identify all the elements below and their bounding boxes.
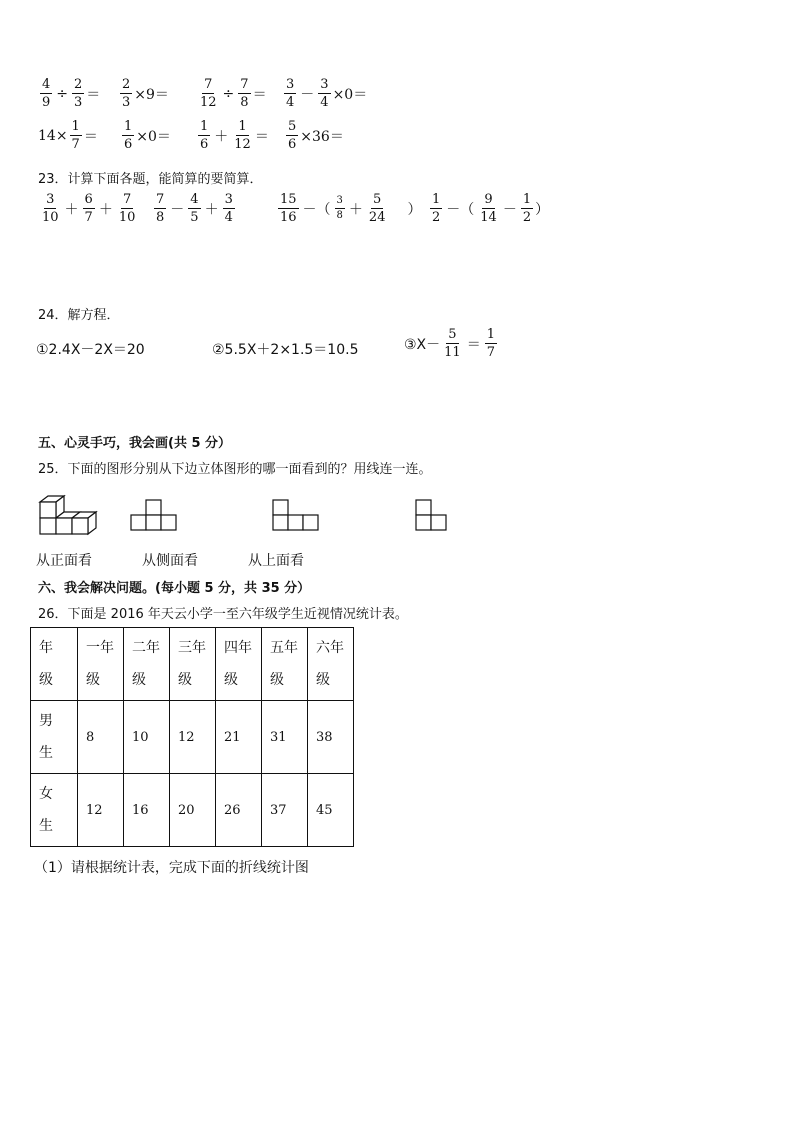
equals: ＝ (86, 86, 101, 103)
grade-cell: 二年 级 (124, 628, 170, 701)
girls-label-cell: 女 生 (31, 774, 78, 847)
q24-eq-3: ③X－ $\frac{5}{11}$ ＝ $\frac{1}{7}$ (404, 327, 495, 360)
q24-eq-2: ②5.5X＋2×1.5＝10.5 (212, 342, 359, 358)
calc-row-2-item-3: $\frac{1}{6}$ ＋ $\frac{1}{12}$ ＝ (200, 119, 269, 152)
calc-row-2-item-1: 14× $\frac{1}{7}$ ＝ (38, 119, 98, 152)
table-row-girls (31, 774, 354, 847)
view-figure-b (273, 500, 318, 530)
grade-cell: 一年 级 (78, 628, 124, 701)
boys-value-cell: 8 (78, 701, 124, 774)
calc-row-1-item-3: $\frac{7}{12}$ ÷ $\frac{7}{8}$ ＝ (200, 77, 267, 110)
view-front-label: 从正面看 (36, 553, 92, 569)
boys-value-cell: 38 (308, 701, 354, 774)
calc-row-1-item-2: $\frac{2}{3}$ ×9＝ (122, 77, 169, 110)
q24-title: 24．解方程． (38, 308, 120, 323)
grade-cell: 三年 级 (170, 628, 216, 701)
girls-value-cell: 45 (308, 774, 354, 847)
boys-value-cell: 10 (124, 701, 170, 774)
grade-cell: 四年 级 (216, 628, 262, 701)
girls-value-cell: 20 (170, 774, 216, 847)
view-top-label: 从上面看 (248, 553, 304, 569)
calc-row-2-item-2: $\frac{1}{6}$ ×0＝ (124, 119, 171, 152)
q23-title: 23．计算下面各题，能简算的要简算． (38, 172, 263, 187)
section-6-heading: 六、我会解决问题。(每小题 5 分，共 35 分） (38, 581, 311, 596)
fraction: $\frac{2}{3}$ (74, 77, 83, 110)
table-row-boys (31, 701, 354, 774)
calc-row-2-item-4: $\frac{5}{6}$ ×36＝ (288, 119, 344, 152)
q26-title: 26．下面是 2016 年天云小学一至六年级学生近视情况统计表。 (38, 607, 408, 622)
calc-row-1 (38, 78, 100, 109)
view-figure-c (416, 500, 446, 530)
girls-value-cell: 37 (262, 774, 308, 847)
boys-label-cell: 男 生 (31, 701, 78, 774)
girls-value-cell: 26 (216, 774, 262, 847)
q24-eq-1: ①2.4X－2X＝20 (36, 342, 145, 358)
grade-cell: 六年 级 (308, 628, 354, 701)
table-header-cell: 年 级 (31, 628, 78, 701)
boys-value-cell: 31 (262, 701, 308, 774)
q23-expr-4: $\frac{1}{2}$ －（ $\frac{9}{14}$ － $\frac{1}{2}$ ） (432, 192, 550, 225)
myopia-table (30, 627, 354, 847)
view-side-label: 从侧面看 (142, 553, 198, 569)
view-figure-a (131, 500, 176, 530)
fraction: $\frac{4}{9}$ (42, 77, 51, 110)
q23-expr-2: $\frac{7}{8}$ － $\frac{4}{5}$ ＋ $\frac{3}{4}$ (156, 192, 233, 225)
q23-expr-3: $\frac{15}{16}$ －（ $\frac{3}{8}$ ＋ $\frac{5}{24}$ ） (280, 192, 422, 225)
q25-title: 25．下面的图形分别从下边立体图形的哪一面看到的？用线连一连。 (38, 462, 432, 477)
grade-cell: 五年 级 (262, 628, 308, 701)
tail: ×9＝ (134, 86, 169, 103)
boys-value-cell: 21 (216, 701, 262, 774)
solid-figure (40, 496, 96, 534)
table-header-row (31, 628, 354, 701)
section-5-heading: 五、心灵手巧，我会画(共 5 分） (38, 436, 232, 451)
q26-sub-question-1: （1）请根据统计表，完成下面的折线统计图 (34, 860, 309, 876)
operator: ÷ (56, 85, 69, 102)
q25-figures (36, 488, 456, 538)
girls-value-cell: 16 (124, 774, 170, 847)
calc-row-1-item-4: $\frac{3}{4}$ － $\frac{3}{4}$ ×0＝ (286, 77, 368, 110)
boys-value-cell: 12 (170, 701, 216, 774)
girls-value-cell: 12 (78, 774, 124, 847)
q23-expr-1: $\frac{3}{10}$ ＋ $\frac{6}{7}$ ＋ $\frac{7}{10}$ (42, 192, 136, 225)
